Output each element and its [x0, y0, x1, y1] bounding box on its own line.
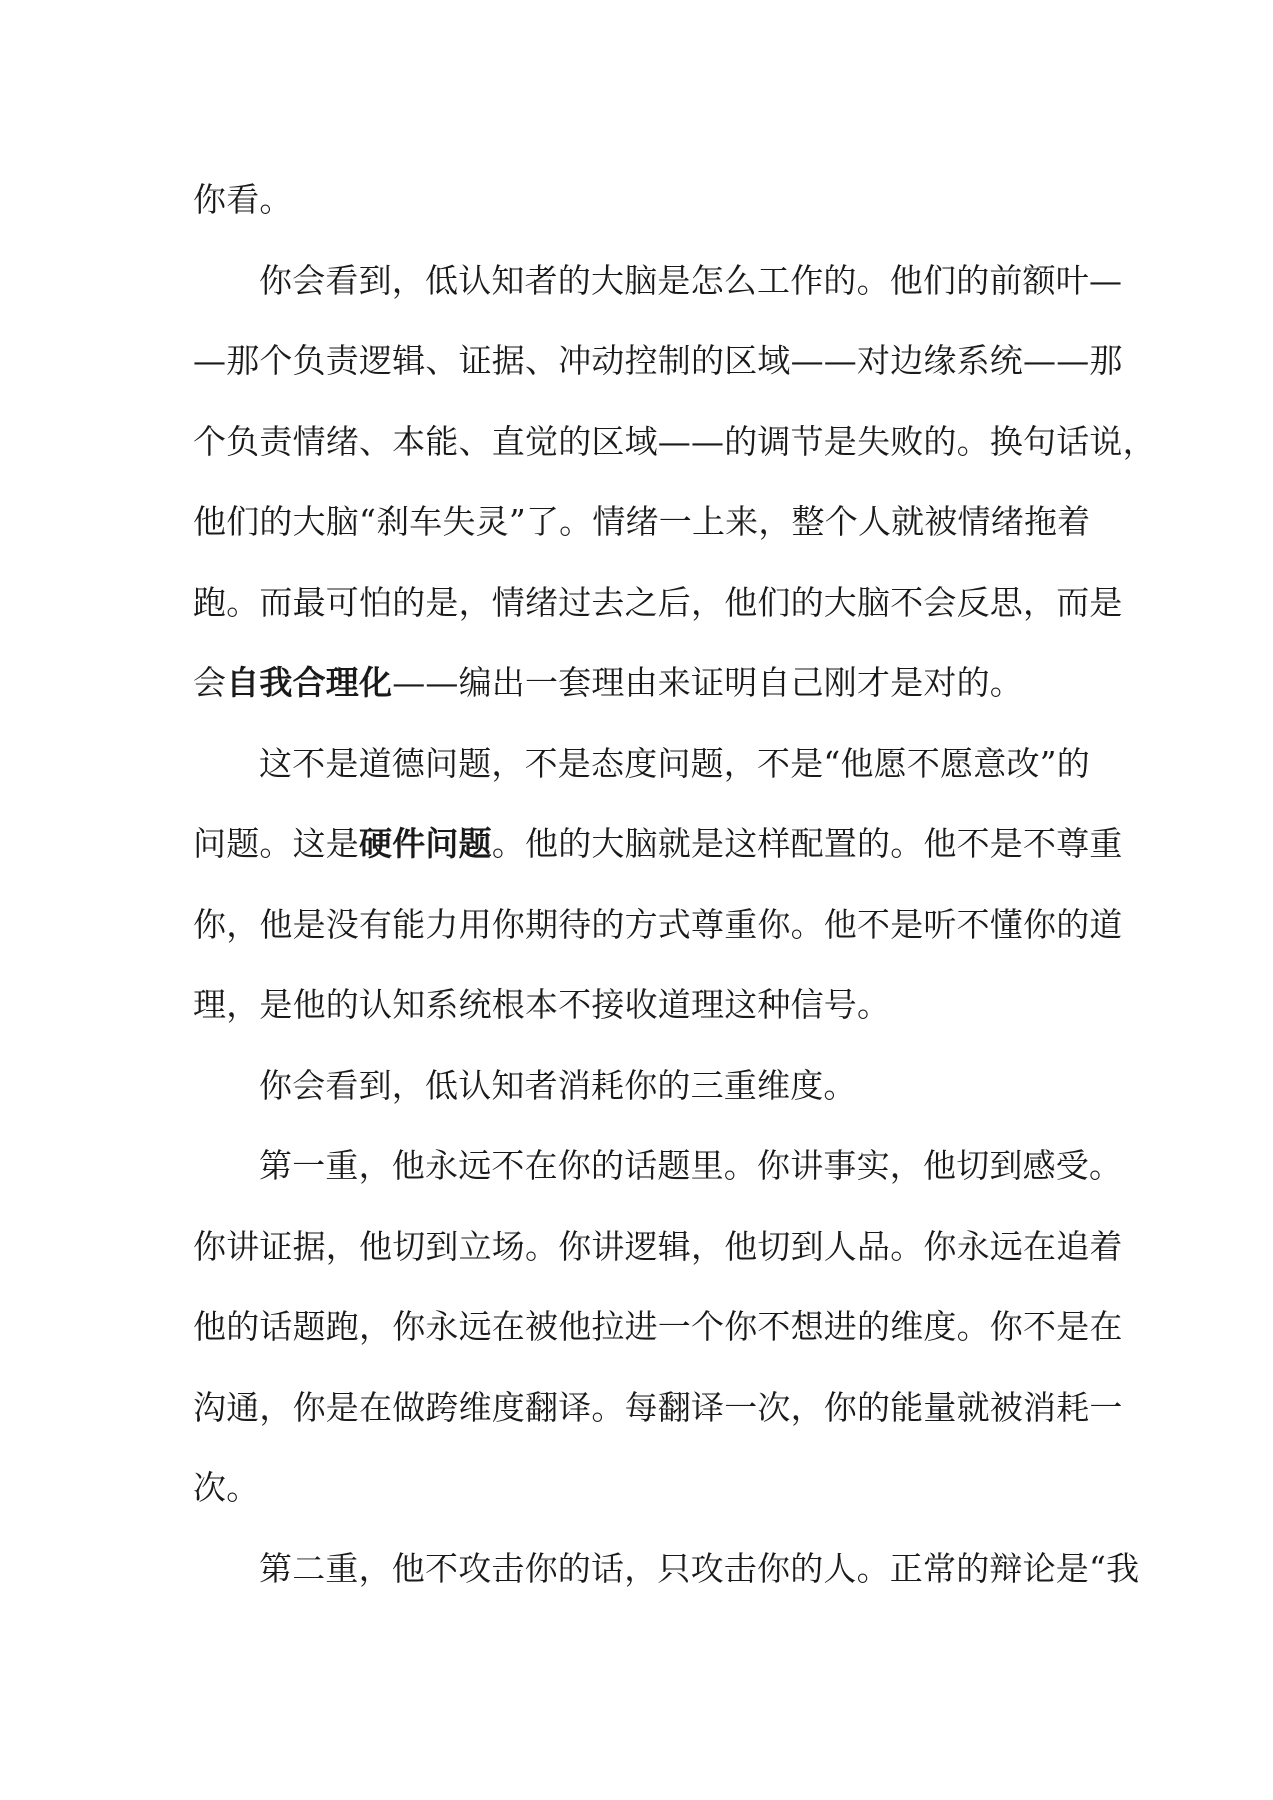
text-line: —那个负责逻辑、证据、冲动控制的区域——对边缘系统——那 [193, 341, 1123, 380]
text-line: 次。 [193, 1468, 260, 1507]
text-line [193, 804, 1123, 885]
text-line: 你看。 [193, 180, 293, 219]
bold-phrase-self-rationalization: 自我合理化 [226, 663, 393, 702]
text-line: 第二重，他不攻击你的话，只攻击你的人。正常的辩论是“我 [259, 1548, 1140, 1588]
text-line: 这不是道德问题，不是态度问题，不是“他愿不愿意改”的 [259, 743, 1090, 783]
text-line: 沟通，你是在做跨维度翻译。每翻译一次，你的能量就被消耗一 [193, 1387, 1123, 1427]
body-text [193, 160, 1156, 1609]
bold-phrase-hardware-problem: 硬件问题 [359, 824, 492, 863]
text-line: 你会看到，低认知者消耗你的三重维度。 [259, 1065, 857, 1105]
line-text: ——编出一套理由来证明自己刚才是对的。 [392, 663, 1024, 702]
text-line: 个负责情绪、本能、直觉的区域——的调节是失败的。换句话说， [193, 421, 1156, 461]
text-line: 他的话题跑，你永远在被他拉进一个你不想进的维度。你不是在 [193, 1307, 1123, 1346]
text-line: 你会看到，低认知者的大脑是怎么工作的。他们的前额叶— [259, 260, 1123, 300]
text-line [193, 643, 1079, 724]
text-line: 跑。而最可怕的是，情绪过去之后，他们的大脑不会反思，而是 [193, 582, 1123, 622]
line-text: 会 [193, 663, 227, 702]
text-line: 第一重，他永远不在你的话题里。你讲事实，他切到感受。 [259, 1146, 1123, 1185]
text-line: 你，他是没有能力用你期待的方式尊重你。他不是听不懂你的道 [193, 904, 1123, 944]
line-text: 问题。这是 [193, 824, 359, 863]
line-text: 。他的大脑就是这样配置的。他不是不尊重 [491, 824, 1123, 863]
text-line: 理，是他的认知系统根本不接收道理这种信号。 [193, 985, 891, 1024]
text-line: 你讲证据，他切到立场。你讲逻辑，他切到人品。你永远在追着 [193, 1226, 1123, 1266]
text-line: 他们的大脑“刹车失灵”了。情绪一上来，整个人就被情绪拖着 [193, 502, 1091, 541]
